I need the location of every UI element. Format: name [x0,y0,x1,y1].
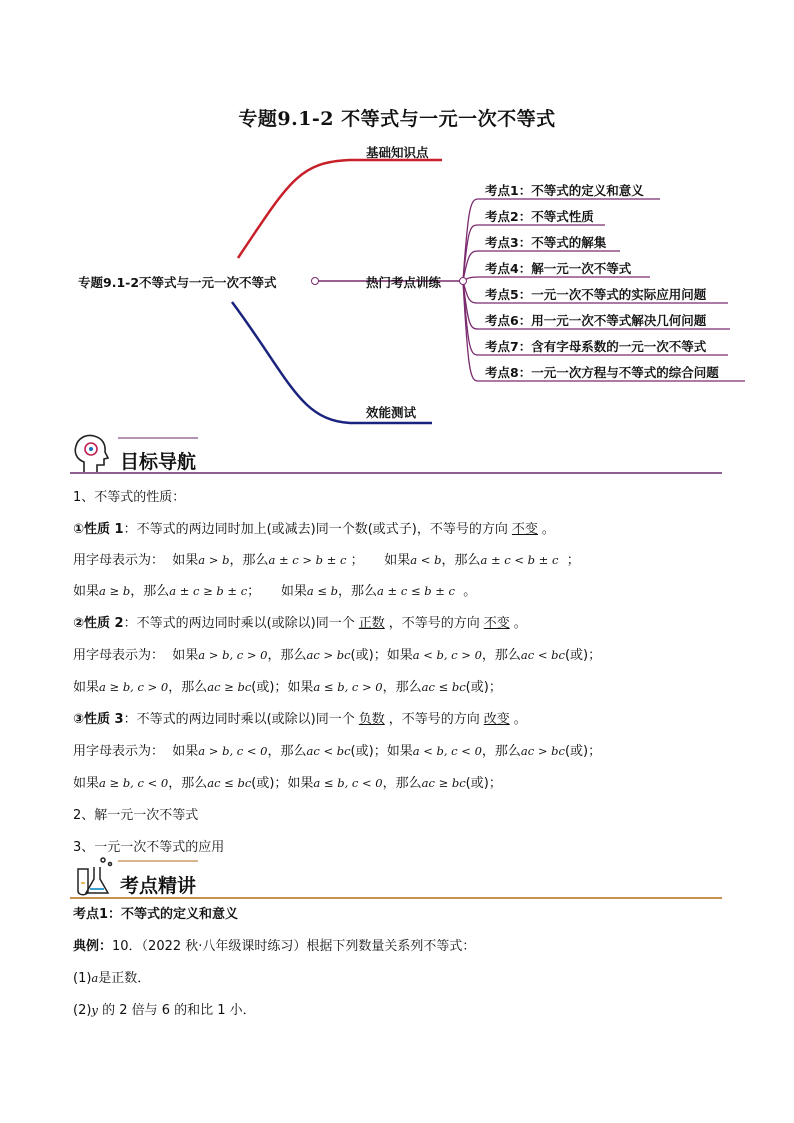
branch-hot: 热门考点训练 [366,275,442,290]
section-title-kaodian: 考点精讲 [120,875,197,897]
page-title: 专题9.1-2 不等式与一元一次不等式 [238,108,556,130]
property-2-formula-a: 用字母表示为： 如果a > b, c > 0，那么ac > bc(或)；如果a < b, c > 0，那么ac < bc(或)； [73,648,602,663]
blank-answer: 不变 [511,522,538,537]
property-1-formula-b: 如果a ≥ b，那么a ± c ≥ b ± c； 如果a ≤ b，那么a ± c ≤ b ± c 。 [73,584,477,599]
question-2: (2)y 的 2 倍与 6 的和比 1 小． [73,1003,256,1018]
property-1-formula-a: 用字母表示为： 如果a > b，那么a ± c > b ± c ； 如果a < b，那么a ± c < b ± c ； [73,553,580,568]
branch-line-basics [238,160,442,258]
heading-properties: 1、不等式的性质： [73,490,186,505]
example-line: 典例：10．（2022 秋·八年级课时练习）根据下列数量关系列不等式： [73,939,476,954]
blank-answer: 负数 [358,712,385,727]
collapse-toggle-root [312,278,319,285]
kaodian-item: 考点6：用一元一次不等式解决几何问题 [485,313,707,328]
question-1: (1)a是正数． [73,971,151,986]
property-1: ①性质 1：不等式的两边同时加上(或减去)同一个数(或式子)，不等号的方向 不变 。 [73,522,555,537]
lab-flask-icon [78,858,112,895]
property-3-formula-a: 用字母表示为： 如果a > b, c < 0，那么ac < bc(或)；如果a < b, c < 0，那么ac > bc(或)； [73,744,602,759]
blank-answer: 改变 [483,712,510,727]
mindmap-root: 专题9.1-2不等式与一元一次不等式 [78,275,277,290]
head-gear-icon [75,435,108,472]
kaodian-item: 考点7：含有字母系数的一元一次不等式 [485,339,707,354]
heading-solve: 2、解一元一次不等式 [73,808,199,823]
heading-application: 3、一元一次不等式的应用 [73,840,225,855]
kaodian-1-title: 考点1：不等式的定义和意义 [73,907,239,922]
property-2: ②性质 2：不等式的两边同时乘以(或除以)同一个 正数 ，不等号的方向 不变 。 [73,616,527,631]
blank-answer: 正数 [358,616,385,631]
blank-answer: 不变 [483,616,510,631]
property-2-formula-b: 如果a ≥ b, c > 0，那么ac ≥ bc(或)；如果a ≤ b, c > 0，那么ac ≤ bc(或)； [73,680,502,695]
property-3-formula-b: 如果a ≥ b, c < 0，那么ac ≤ bc(或)；如果a ≤ b, c < 0，那么ac ≥ bc(或)； [73,776,502,791]
section-title-target: 目标导航 [120,451,197,473]
branch-basics: 基础知识点 [366,145,429,160]
kaodian-item: 考点1：不等式的定义和意义 [485,183,644,198]
kaodian-item: 考点5：一元一次不等式的实际应用问题 [485,287,707,302]
kaodian-item: 考点3：不等式的解集 [485,235,607,250]
property-3: ③性质 3：不等式的两边同时乘以(或除以)同一个 负数 ，不等号的方向 改变 。 [73,712,527,727]
kaodian-item: 考点2：不等式性质 [485,209,594,224]
branch-test: 效能测试 [366,405,417,420]
kaodian-item: 考点8：一元一次方程与不等式的综合问题 [485,365,719,380]
collapse-toggle-hot [460,278,467,285]
kaodian-item: 考点4：解一元一次不等式 [485,261,632,276]
